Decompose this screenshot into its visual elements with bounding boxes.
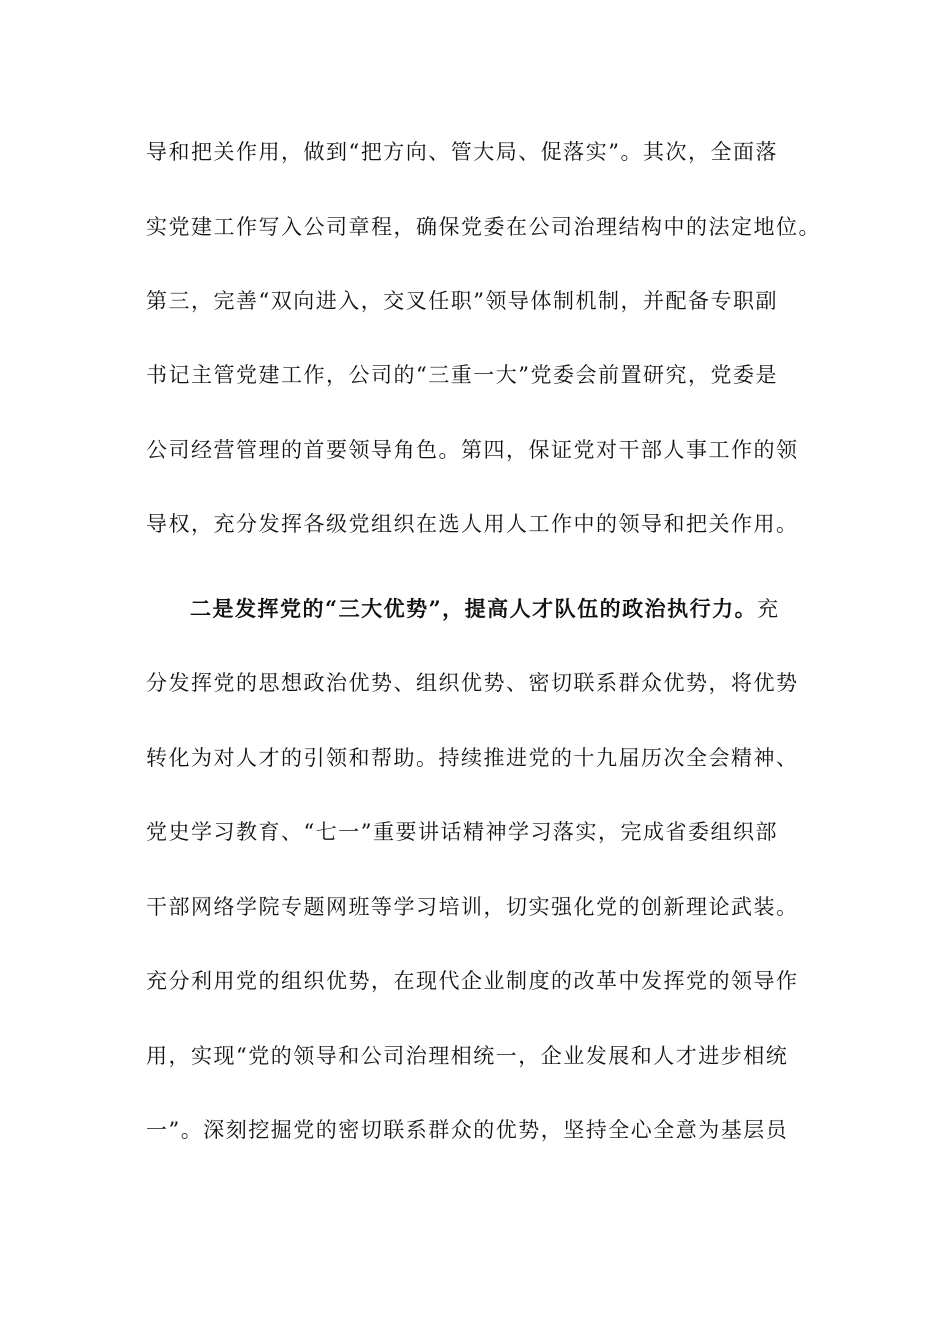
body-text-line: 用，实现“党的领导和公司治理相统一，企业发展和人才进步相统 xyxy=(146,1044,789,1068)
body-text-line: 导和把关作用，做到“把方向、管大局、促落实”。其次，全面落 xyxy=(146,140,778,164)
body-text-line: 分发挥党的思想政治优势、组织优势、密切联系群众优势，将优势 xyxy=(146,671,799,695)
body-text-line: 干部网络学院专题网班等学习培训，切实强化党的创新理论武装。 xyxy=(146,895,799,919)
body-text-line: 转化为对人才的引领和帮助。持续推进党的十九届历次全会精神、 xyxy=(146,746,799,770)
body-text-line: 实党建工作写入公司章程，确保党委在公司治理结构中的法定地位。 xyxy=(146,215,821,239)
body-text-line: 导权，充分发挥各级党组织在选人用人工作中的领导和把关作用。 xyxy=(146,512,799,536)
body-text-line: 党史学习教育、“七一”重要讲话精神学习落实，完成省委组织部 xyxy=(146,820,778,844)
body-text-line: 充分利用党的组织优势，在现代企业制度的改革中发挥党的领导作 xyxy=(146,969,799,993)
section-heading: 二是发挥党的“三大优势”，提高人才队伍的政治执行力。 xyxy=(190,596,758,621)
body-text-line: 书记主管党建工作，公司的“三重一大”党委会前置研究，党委是 xyxy=(146,363,778,387)
body-text-line: 一”。深刻挖掘党的密切联系群众的优势，坚持全心全意为基层员 xyxy=(146,1118,789,1142)
section-heading-line xyxy=(190,594,890,624)
body-text-line: 第三，完善“双向进入，交叉任职”领导体制机制，并配备专职副 xyxy=(146,289,778,313)
section-heading-tail: 充 xyxy=(757,597,780,621)
body-text-line: 公司经营管理的首要领导角色。第四，保证党对干部人事工作的领 xyxy=(146,438,799,462)
